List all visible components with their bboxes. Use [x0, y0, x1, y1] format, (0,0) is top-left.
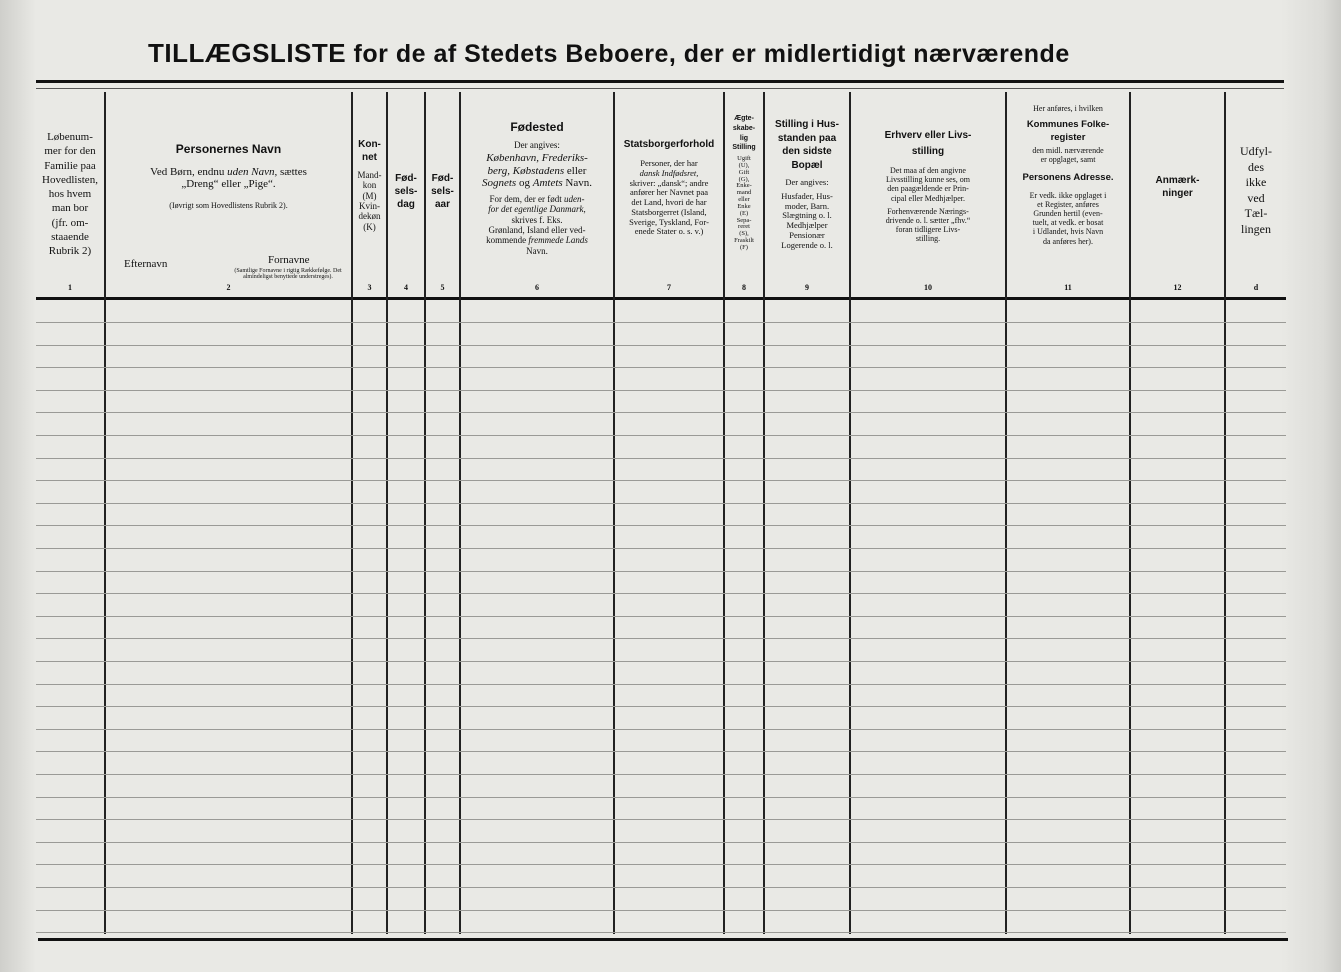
- form-title-lead: TILLÆGSLISTE: [148, 38, 347, 68]
- column-12-heading: Anmærk- ninger: [1155, 175, 1200, 199]
- entry-row-line: [36, 571, 1286, 572]
- column-2-heading: Personernes Navn: [175, 142, 282, 156]
- column-9-heading: Stilling i Hus- standen paa den sidste Bopæl: [775, 119, 839, 171]
- column-7-line: skriver: „dansk“; andre: [629, 177, 709, 188]
- column-6-italic-text: berg, Købstadens: [487, 164, 565, 177]
- column-8-heading: Ægte- skabe- lig Stilling: [732, 115, 756, 152]
- fornavne-label: Fornavne: [268, 254, 310, 266]
- entry-row-line: [36, 729, 1286, 730]
- column-10-header: [851, 128, 1005, 324]
- entry-row-line: [36, 797, 1286, 798]
- column-number: 8: [742, 283, 746, 292]
- column-2-sub1-end: sættes: [277, 165, 307, 178]
- column-12-header: [1131, 174, 1224, 370]
- column-8-line: eller: [738, 196, 750, 204]
- entry-row-line: [36, 412, 1286, 413]
- column-1-line: mer for den: [44, 145, 96, 158]
- column-4-header: [388, 172, 424, 368]
- column-3-heading: Kon- net: [358, 139, 381, 163]
- column-1-line: Hovedlisten,: [42, 173, 98, 186]
- column-d-line: lingen: [1241, 221, 1271, 236]
- entry-row-line: [36, 593, 1286, 594]
- column-6-line: Grønland, Island eller ved-: [488, 224, 586, 235]
- column-7-line: Statsborgerret (Island,: [631, 206, 707, 217]
- column-11-heading: Kommunes Folke- register: [1026, 119, 1110, 143]
- column-10-line: stilling.: [915, 234, 941, 244]
- column-1-header: [36, 130, 104, 326]
- column-d-line: Udfyl-: [1240, 144, 1272, 158]
- entry-row-line: [36, 458, 1286, 459]
- column-7-line: enede Stater o. s. v.): [634, 226, 704, 237]
- column-2-sub1-italic: uden Navn,: [227, 165, 278, 178]
- column-8-line: Enke: [737, 202, 751, 210]
- column-6-sub1: Der angives:: [514, 139, 560, 150]
- entry-row-line: [36, 367, 1286, 368]
- efternavn-label: Efternavn: [124, 258, 168, 270]
- column-number: 11: [1064, 283, 1072, 292]
- column-6-italic-line: København, Frederiks-: [486, 151, 588, 164]
- column-6-italic-text: Amtets: [532, 177, 563, 190]
- column-7-line: det Land, hvori de har: [631, 197, 707, 208]
- column-8-line: Fraskilt: [734, 236, 754, 244]
- entry-row-line: [36, 345, 1286, 346]
- top-rule: [36, 80, 1284, 83]
- column-d-line: ved: [1247, 190, 1265, 205]
- column-11-heading-2: Personens Adresse.: [1022, 172, 1114, 184]
- column-10-line: Forhenværende Nærings-: [887, 206, 969, 216]
- column-8-line: (F): [740, 243, 748, 251]
- column-5-heading: Fød- sels- aar: [431, 173, 454, 210]
- column-d-line: ikke: [1245, 175, 1267, 190]
- fornavne-note: (Samtlige Fornavne i rigtig Rækkefølge. Det almindeligst benyttede understreges).: [234, 268, 342, 281]
- entry-row-line: [36, 480, 1286, 481]
- column-6-text: eller: [564, 164, 587, 177]
- form-title-rest: for de af Stedets Beboere, der er midlertidigt nærværende: [346, 40, 1070, 68]
- header-top-rule: [36, 88, 1284, 89]
- column-10-line: foran tidligere Livs-: [895, 225, 961, 235]
- column-6-text: Navn.: [562, 177, 592, 190]
- entry-row-line: [36, 932, 1286, 933]
- entry-row-line: [36, 661, 1286, 662]
- column-6-text: kommende: [486, 235, 529, 246]
- column-2-sub2: „Dreng“ eller „Pige“.: [181, 178, 276, 191]
- column-7-line: Sverige, Tyskland, For-: [629, 216, 709, 227]
- column-9-line: Slægtning o. l.: [782, 210, 832, 221]
- column-9-line: Medhjælper: [786, 220, 828, 231]
- column-number: 6: [535, 283, 539, 292]
- column-6-italic-text: uden-: [563, 193, 585, 204]
- column-10-line: den paagældende er Prin-: [887, 184, 969, 194]
- column-3-header: [353, 138, 386, 334]
- column-number: d: [1253, 283, 1259, 292]
- column-d-line: des: [1248, 159, 1264, 174]
- column-11-pre: Her anføres, i hvilken: [1033, 104, 1103, 113]
- column-number: 12: [1173, 283, 1182, 292]
- column-6-italic-line-3: [461, 177, 613, 190]
- column-2-sub3: (Iøvrigt som Hovedlistens Rubrik 2).: [169, 200, 288, 210]
- column-11-header: [1007, 104, 1129, 300]
- entry-row-line: [36, 864, 1286, 865]
- column-1-line: Løbenum-: [47, 131, 93, 143]
- column-3-line: (K): [363, 221, 376, 232]
- column-d-line: Tæl-: [1244, 206, 1268, 221]
- column-1-line: staaende: [51, 231, 89, 244]
- column-9-line: moder, Barn.: [784, 200, 830, 211]
- column-d-header: [1226, 144, 1286, 340]
- column-10-line: cipal eller Medhjælper.: [891, 193, 965, 203]
- entry-row-line: [36, 751, 1286, 752]
- column-6-text: For dem, der er født: [489, 193, 564, 204]
- column-number: 9: [805, 283, 809, 292]
- page-edge-left: [0, 0, 36, 972]
- column-2-header: [106, 142, 351, 292]
- column-7-header: [615, 138, 723, 334]
- column-11-mid-line: den midl. nærværende: [1032, 145, 1104, 155]
- entry-row-line: [36, 616, 1286, 617]
- column-6-italic-line-2: [461, 165, 613, 178]
- column-11-line: Er vedk. ikke opglaget i: [1029, 190, 1107, 200]
- column-11-mid-line: er opglaget, samt: [1040, 155, 1096, 165]
- column-11-line: Grunden hertil (even-: [1033, 208, 1103, 218]
- entry-row-line: [36, 819, 1286, 820]
- column-1-line: man bor: [51, 202, 89, 215]
- column-9-sub1: Der angives:: [785, 177, 829, 187]
- column-7-line: anfører her Navnet paa: [629, 187, 709, 198]
- column-11-line: da anføres her).: [1043, 236, 1093, 246]
- entry-row-line: [36, 842, 1286, 843]
- entry-row-line: [36, 684, 1286, 685]
- column-number: 3: [367, 283, 372, 292]
- column-6-para-1: [461, 194, 613, 204]
- column-8-line: Ugift: [737, 155, 751, 163]
- column-9-line: Pensionær: [789, 229, 825, 240]
- entry-row-line: [36, 525, 1286, 526]
- column-11-line: et Register, anføres: [1037, 199, 1099, 209]
- column-8-line: mand: [736, 189, 752, 197]
- column-6-text: og: [516, 177, 533, 190]
- entry-row-line: [36, 910, 1286, 911]
- column-4-heading: Fød- sels- dag: [394, 173, 418, 210]
- column-number: 2: [226, 283, 231, 292]
- column-number: 1: [68, 283, 72, 292]
- form-title: [148, 38, 1070, 69]
- entry-row-line: [36, 638, 1286, 639]
- column-1-line: (jfr. om-: [51, 216, 89, 229]
- column-11-line: i Udlandet, hvis Navn: [1032, 227, 1104, 237]
- column-number: 10: [924, 283, 932, 292]
- column-3-line: kon: [362, 180, 377, 191]
- column-3-line: Mand-: [357, 170, 382, 180]
- entry-row-line: [36, 774, 1286, 775]
- column-8-line: (G),: [738, 175, 750, 183]
- column-6-italic-text: fremmede Lands: [528, 235, 588, 246]
- column-8-header: [725, 114, 763, 310]
- column-11-line: tuelt, at vedk. er bosat: [1032, 218, 1104, 228]
- column-6-heading: Fødested: [510, 120, 564, 134]
- column-3-line: (M): [362, 190, 377, 201]
- entry-row-line: [36, 887, 1286, 888]
- bottom-rule: [38, 938, 1288, 941]
- entry-row-line: [36, 706, 1286, 707]
- column-8-line: Gift: [738, 168, 750, 176]
- column-6-line: skrives f. Eks.: [511, 214, 563, 225]
- column-1-line: hos hvem: [48, 188, 92, 201]
- column-9-line: Logerende o. l.: [781, 239, 833, 250]
- column-10-heading: Erhverv eller Livs- stilling: [884, 130, 972, 157]
- column-8-line: Enke-: [736, 182, 752, 190]
- column-6-italic-text: Sognets: [481, 177, 517, 190]
- column-9-line: Husfader, Hus-: [781, 190, 833, 201]
- column-number: 5: [440, 283, 445, 292]
- entry-row-line: [36, 503, 1286, 504]
- column-6-line: Navn.: [526, 245, 548, 256]
- column-2-sub1-text: Ved Børn, endnu: [150, 165, 228, 178]
- column-1-line: Familie paa: [44, 159, 96, 172]
- column-8-line: (S),: [739, 230, 749, 238]
- column-10-line: Livsstilling kunne ses, om: [886, 175, 970, 185]
- column-8-line: (U),: [738, 162, 750, 169]
- column-number: 7: [667, 283, 671, 292]
- column-6-italic-line: for det egentlige Danmark,: [488, 204, 586, 215]
- entry-row-line: [36, 435, 1286, 436]
- column-8-line: reret: [738, 223, 750, 231]
- column-8-line: (E): [739, 209, 749, 217]
- column-8-line: Sepa-: [736, 216, 752, 224]
- column-1-line: Rubrik 2): [48, 245, 92, 258]
- column-5-header: [426, 172, 459, 368]
- entry-row-line: [36, 390, 1286, 391]
- column-10-line: drivende o. l. sætter „fhv.“: [885, 215, 971, 225]
- column-2-sub1: [106, 166, 351, 179]
- column-7-heading: Statsborgerforhold: [623, 139, 715, 150]
- entry-row-line: [36, 548, 1286, 549]
- page-edge-right: [1281, 0, 1341, 972]
- column-10-line: Det maa af den angivne: [890, 166, 966, 175]
- column-number: 4: [404, 283, 408, 292]
- column-6-para-5: [461, 235, 613, 245]
- column-7-line: dansk Indfødsret,: [639, 167, 699, 178]
- column-3-line: Kvin-: [359, 201, 380, 212]
- column-3-line: dekøn: [358, 211, 381, 222]
- column-7-line: Personer, der har: [640, 158, 698, 168]
